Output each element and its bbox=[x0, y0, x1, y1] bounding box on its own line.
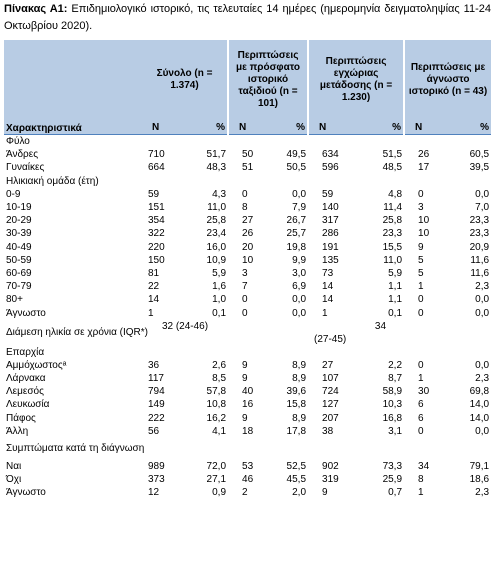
cell-pct: 23,3 bbox=[469, 215, 490, 227]
epidemiology-table bbox=[4, 40, 491, 500]
cell-n: 0 bbox=[418, 307, 424, 319]
cell-pct: 23,3 bbox=[469, 228, 490, 240]
table-row bbox=[4, 293, 491, 306]
table-row bbox=[4, 306, 491, 319]
cell-pct: 5,9 bbox=[388, 267, 403, 279]
row-label: 20-29 bbox=[6, 215, 32, 227]
header-pct: % bbox=[448, 120, 491, 135]
cell-pct: 49,5 bbox=[286, 149, 307, 161]
empty-cell bbox=[142, 175, 190, 188]
empty-cell bbox=[448, 135, 491, 149]
cell-n: 59 bbox=[322, 188, 334, 200]
cell-n: 14 bbox=[148, 294, 160, 306]
cell-pct: 2,3 bbox=[475, 373, 490, 385]
row-label: Λεμεσός bbox=[6, 386, 44, 398]
cell-n: 22 bbox=[148, 281, 160, 293]
cell-pct: 8,9 bbox=[292, 359, 307, 371]
table-row bbox=[4, 486, 491, 499]
cell-pct: 57,8 bbox=[206, 386, 227, 398]
cell-pct: 8,9 bbox=[292, 373, 307, 385]
caption-label: Πίνακας Α1: bbox=[4, 3, 68, 15]
cell-pct: 16,8 bbox=[382, 412, 403, 424]
cell-n: 73 bbox=[322, 267, 334, 279]
cell-pct: 14,0 bbox=[469, 399, 490, 411]
cell-n: 0 bbox=[242, 294, 248, 306]
cell-n: 0 bbox=[418, 294, 424, 306]
cell-n: 634 bbox=[322, 149, 339, 161]
cell-pct: 1,1 bbox=[388, 294, 403, 306]
cell-n: 149 bbox=[148, 399, 165, 411]
empty-cell bbox=[404, 175, 448, 188]
row-label: Λάρνακα bbox=[6, 373, 46, 385]
cell-n: 51 bbox=[242, 162, 254, 174]
cell-n: 1 bbox=[418, 373, 424, 385]
empty-cell bbox=[448, 438, 491, 460]
cell-n: 794 bbox=[148, 386, 165, 398]
cell-n: 1 bbox=[418, 281, 424, 293]
cell-n: 207 bbox=[322, 412, 339, 424]
cell-pct: 0,1 bbox=[212, 307, 227, 319]
cell-n: 9 bbox=[242, 412, 248, 424]
cell-pct: 25,8 bbox=[206, 215, 227, 227]
cell-pct: 58,9 bbox=[382, 386, 403, 398]
header-n: N bbox=[308, 120, 362, 135]
cell-pct: 0,1 bbox=[388, 307, 403, 319]
cell-n: 354 bbox=[148, 215, 165, 227]
cell-n: 596 bbox=[322, 162, 339, 174]
cell-n: 1 bbox=[322, 307, 328, 319]
cell-pct: 0,0 bbox=[292, 307, 307, 319]
cell-pct: 2,6 bbox=[212, 359, 227, 371]
cell-pct: 11,0 bbox=[207, 202, 227, 214]
cell-n: 8 bbox=[242, 202, 248, 214]
row-label: 0-9 bbox=[6, 188, 21, 200]
cell-n: 10 bbox=[418, 228, 430, 240]
cell-n: 81 bbox=[148, 267, 160, 279]
cell-pct: 0,0 bbox=[292, 294, 307, 306]
table-row bbox=[4, 473, 491, 486]
row-label: 70-79 bbox=[6, 281, 32, 293]
empty-cell bbox=[228, 438, 270, 460]
row-category-label: Φύλο bbox=[6, 136, 30, 148]
cell-pct: 11,0 bbox=[383, 254, 403, 266]
cell-pct: 25,8 bbox=[382, 215, 403, 227]
cell-n: 8 bbox=[418, 474, 424, 486]
table-row bbox=[4, 148, 491, 161]
cell-pct: 0,0 bbox=[475, 359, 490, 371]
cell-pct: 50,5 bbox=[286, 162, 307, 174]
empty-cell bbox=[404, 346, 448, 359]
table-row bbox=[4, 438, 491, 460]
caption-text: Επιδημιολογικό ιστορικό, τις τελευταίες 14 ημέρες (ημερομηνία δειγματοληψίας 11-24 Οκτωβρίου 2020). bbox=[4, 3, 491, 32]
cell-pct: 0,9 bbox=[212, 487, 227, 499]
cell-pct: 2,3 bbox=[475, 281, 490, 293]
cell-pct: 3,0 bbox=[292, 267, 307, 279]
empty-cell bbox=[308, 135, 362, 149]
header-pct: % bbox=[362, 120, 404, 135]
empty-cell bbox=[228, 320, 308, 346]
empty-cell bbox=[190, 346, 228, 359]
empty-cell bbox=[362, 135, 404, 149]
table-row bbox=[4, 460, 491, 473]
cell-n: 46 bbox=[242, 474, 254, 486]
cell-pct: 25,7 bbox=[286, 228, 307, 240]
cell-pct: 0,7 bbox=[388, 487, 403, 499]
cell-n: 27 bbox=[242, 215, 254, 227]
cell-pct: 14,0 bbox=[469, 412, 490, 424]
cell-n: 26 bbox=[242, 228, 254, 240]
cell-n: 14 bbox=[322, 281, 334, 293]
cell-pct: 45,5 bbox=[286, 474, 307, 486]
table-caption bbox=[4, 1, 491, 35]
cell-n: 317 bbox=[322, 215, 339, 227]
row-label: 60-69 bbox=[6, 267, 32, 279]
cell-pct: 9,9 bbox=[292, 254, 307, 266]
cell-pct: 10,3 bbox=[382, 399, 403, 411]
cell-pct: 2,2 bbox=[388, 359, 403, 371]
cell-pct: 1,0 bbox=[212, 294, 227, 306]
cell-pct: 7,0 bbox=[475, 202, 490, 214]
cell-pct: 4,1 bbox=[212, 425, 227, 437]
row-label: Πάφος bbox=[6, 412, 36, 424]
empty-cell bbox=[142, 346, 190, 359]
table-row bbox=[4, 135, 491, 149]
row-category-label: Ηλικιακή ομάδα (έτη) bbox=[6, 175, 99, 187]
cell-n: 3 bbox=[242, 267, 248, 279]
cell-n: 9 bbox=[242, 359, 248, 371]
cell-n: 27 bbox=[322, 359, 334, 371]
table-row bbox=[4, 254, 491, 267]
cell-n: 127 bbox=[322, 399, 339, 411]
cell-pct: 69,8 bbox=[469, 386, 490, 398]
table-row bbox=[4, 241, 491, 254]
cell-pct: 15,5 bbox=[382, 241, 403, 253]
cell-pct: 26,7 bbox=[286, 215, 307, 227]
median-total: 32 (24-46) bbox=[161, 320, 209, 332]
cell-n: 26 bbox=[418, 149, 430, 161]
cell-n: 135 bbox=[322, 254, 339, 266]
cell-pct: 5,9 bbox=[212, 267, 227, 279]
row-label: Άλλη bbox=[6, 425, 29, 437]
table-row bbox=[4, 188, 491, 201]
cell-pct: 39,6 bbox=[286, 386, 307, 398]
cell-n: 710 bbox=[148, 149, 165, 161]
cell-n: 664 bbox=[148, 162, 165, 174]
table-row bbox=[4, 385, 491, 398]
empty-cell bbox=[448, 175, 491, 188]
cell-n: 724 bbox=[322, 386, 339, 398]
cell-n: 14 bbox=[322, 294, 334, 306]
row-label: Άνδρες bbox=[6, 149, 39, 161]
cell-pct: 20,9 bbox=[469, 241, 490, 253]
cell-pct: 11,4 bbox=[383, 202, 403, 214]
cell-n: 322 bbox=[148, 228, 165, 240]
cell-n: 140 bbox=[322, 202, 339, 214]
empty-cell bbox=[270, 438, 308, 460]
empty-cell bbox=[404, 438, 448, 460]
cell-n: 5 bbox=[418, 267, 424, 279]
cell-pct: 3,1 bbox=[388, 425, 403, 437]
cell-pct: 8,5 bbox=[212, 373, 227, 385]
table-row bbox=[4, 201, 491, 214]
cell-n: 6 bbox=[418, 412, 424, 424]
cell-pct: 7,9 bbox=[292, 202, 307, 214]
cell-pct: 18,6 bbox=[469, 474, 490, 486]
row-label: 50-59 bbox=[6, 254, 32, 266]
cell-pct: 17,8 bbox=[286, 425, 307, 437]
table-row bbox=[4, 359, 491, 372]
cell-pct: 0,0 bbox=[475, 188, 490, 200]
cell-n: 40 bbox=[242, 386, 254, 398]
cell-n: 222 bbox=[148, 412, 165, 424]
empty-cell bbox=[362, 175, 404, 188]
cell-pct: 19,8 bbox=[286, 241, 307, 253]
row-label: 80+ bbox=[6, 294, 23, 306]
cell-pct: 11,6 bbox=[470, 254, 490, 266]
cell-n: 191 bbox=[322, 241, 339, 253]
cell-pct: 2,0 bbox=[292, 487, 307, 499]
table-row bbox=[4, 280, 491, 293]
cell-pct: 8,9 bbox=[292, 412, 307, 424]
cell-n: 151 bbox=[148, 202, 165, 214]
header-n: N bbox=[142, 120, 190, 135]
cell-pct: 11,6 bbox=[470, 267, 490, 279]
row-label: 40-49 bbox=[6, 241, 32, 253]
cell-n: 20 bbox=[242, 241, 254, 253]
table-row bbox=[4, 227, 491, 240]
cell-pct: 39,5 bbox=[469, 162, 490, 174]
cell-n: 0 bbox=[418, 188, 424, 200]
cell-n: 10 bbox=[242, 254, 254, 266]
cell-n: 6 bbox=[418, 399, 424, 411]
cell-n: 0 bbox=[418, 359, 424, 371]
header-local: Περιπτώσεις εγχώριας μετάδοσης (n = 1.230) bbox=[308, 40, 404, 120]
cell-n: 0 bbox=[242, 188, 248, 200]
table-row bbox=[4, 320, 491, 346]
empty-cell bbox=[190, 438, 228, 460]
cell-n: 1 bbox=[418, 487, 424, 499]
row-label: Λευκωσία bbox=[6, 399, 50, 411]
header-pct: % bbox=[190, 120, 228, 135]
cell-n: 56 bbox=[148, 425, 160, 437]
cell-n: 0 bbox=[242, 307, 248, 319]
cell-pct: 48,3 bbox=[206, 162, 227, 174]
empty-cell bbox=[404, 320, 491, 346]
row-category-label: Επαρχία bbox=[6, 346, 45, 358]
cell-n: 9 bbox=[322, 487, 328, 499]
cell-n: 107 bbox=[322, 373, 339, 385]
row-label: Αμμόχωστοςᵃ bbox=[6, 359, 67, 371]
cell-pct: 16,0 bbox=[206, 241, 227, 253]
cell-n: 36 bbox=[148, 359, 160, 371]
cell-n: 220 bbox=[148, 241, 165, 253]
cell-n: 286 bbox=[322, 228, 339, 240]
table-row bbox=[4, 412, 491, 425]
median-local-value: 34 bbox=[374, 320, 387, 332]
cell-pct: 51,5 bbox=[382, 149, 403, 161]
cell-pct: 0,0 bbox=[292, 188, 307, 200]
table-body bbox=[4, 135, 491, 500]
cell-n: 16 bbox=[242, 399, 254, 411]
cell-n: 3 bbox=[418, 202, 424, 214]
cell-n: 18 bbox=[242, 425, 254, 437]
cell-pct: 16,2 bbox=[206, 412, 227, 424]
table-row bbox=[4, 372, 491, 385]
header-pct: % bbox=[270, 120, 308, 135]
row-label: Άγνωστο bbox=[6, 487, 46, 499]
empty-cell bbox=[362, 346, 404, 359]
cell-pct: 52,5 bbox=[286, 461, 307, 473]
cell-pct: 8,7 bbox=[388, 373, 403, 385]
empty-cell bbox=[270, 175, 308, 188]
cell-pct: 10,8 bbox=[206, 399, 227, 411]
cell-n: 53 bbox=[242, 461, 254, 473]
cell-pct: 25,9 bbox=[382, 474, 403, 486]
cell-pct: 60,5 bbox=[469, 149, 490, 161]
cell-n: 989 bbox=[148, 461, 165, 473]
cell-pct: 27,1 bbox=[206, 474, 227, 486]
cell-n: 117 bbox=[148, 373, 164, 385]
header-n: N bbox=[404, 120, 448, 135]
cell-n: 150 bbox=[148, 254, 165, 266]
cell-n: 9 bbox=[242, 373, 248, 385]
cell-n: 10 bbox=[418, 215, 430, 227]
empty-cell bbox=[228, 175, 270, 188]
row-label: 10-19 bbox=[6, 202, 32, 214]
cell-pct: 72,0 bbox=[206, 461, 227, 473]
table-row bbox=[4, 398, 491, 411]
cell-n: 5 bbox=[418, 254, 424, 266]
empty-cell bbox=[142, 438, 190, 460]
empty-cell bbox=[270, 346, 308, 359]
cell-pct: 4,8 bbox=[388, 188, 403, 200]
row-label: 30-39 bbox=[6, 228, 32, 240]
cell-pct: 0,0 bbox=[475, 294, 490, 306]
empty-cell bbox=[190, 135, 228, 149]
empty-cell bbox=[228, 135, 270, 149]
table-row bbox=[4, 346, 491, 359]
table-row bbox=[4, 161, 491, 174]
empty-cell bbox=[308, 438, 362, 460]
empty-cell bbox=[404, 135, 448, 149]
cell-pct: 1,6 bbox=[212, 281, 227, 293]
row-category-label: Συμπτώματα κατά τη διάγνωση bbox=[6, 443, 145, 455]
empty-cell bbox=[228, 346, 270, 359]
cell-n: 12 bbox=[148, 487, 160, 499]
table-row bbox=[4, 214, 491, 227]
cell-pct: 6,9 bbox=[292, 281, 307, 293]
cell-pct: 4,3 bbox=[212, 188, 227, 200]
cell-n: 1 bbox=[148, 307, 154, 319]
empty-cell bbox=[142, 135, 190, 149]
empty-cell bbox=[448, 346, 491, 359]
row-label: Όχι bbox=[6, 474, 22, 486]
cell-n: 319 bbox=[322, 474, 339, 486]
cell-n: 373 bbox=[148, 474, 165, 486]
header-total: Σύνολο (n = 1.374) bbox=[142, 40, 228, 120]
header-characteristics: Χαρακτηριστικά bbox=[4, 120, 142, 135]
cell-pct: 15,8 bbox=[286, 399, 307, 411]
empty-cell bbox=[190, 175, 228, 188]
row-label: Άγνωστο bbox=[6, 307, 46, 319]
cell-pct: 48,5 bbox=[382, 162, 403, 174]
empty-cell bbox=[308, 346, 362, 359]
header-unknown: Περιπτώσεις με άγνωστο ιστορικό (n = 43) bbox=[404, 40, 491, 120]
cell-n: 0 bbox=[418, 425, 424, 437]
cell-n: 2 bbox=[242, 487, 248, 499]
cell-n: 34 bbox=[418, 461, 430, 473]
cell-n: 38 bbox=[322, 425, 334, 437]
cell-pct: 10,9 bbox=[206, 254, 227, 266]
cell-pct: 51,7 bbox=[206, 149, 227, 161]
cell-n: 50 bbox=[242, 149, 254, 161]
row-label: Ναι bbox=[6, 461, 22, 473]
row-label: Διάμεση ηλικία σε χρόνια (IQR*) bbox=[6, 327, 148, 339]
empty-cell bbox=[362, 438, 404, 460]
cell-pct: 2,3 bbox=[475, 487, 490, 499]
cell-n: 7 bbox=[242, 281, 248, 293]
median-local-iqr: (27-45) bbox=[314, 333, 347, 345]
cell-n: 902 bbox=[322, 461, 339, 473]
empty-cell bbox=[270, 135, 308, 149]
median-local bbox=[308, 320, 404, 346]
cell-pct: 0,0 bbox=[475, 307, 490, 319]
header-n: N bbox=[228, 120, 270, 135]
cell-n: 59 bbox=[148, 188, 160, 200]
cell-pct: 0,0 bbox=[475, 425, 490, 437]
cell-n: 9 bbox=[418, 241, 424, 253]
row-label: Γυναίκες bbox=[6, 162, 45, 174]
cell-pct: 23,3 bbox=[382, 228, 403, 240]
table-row bbox=[4, 425, 491, 438]
table-row bbox=[4, 175, 491, 188]
table-row bbox=[4, 267, 491, 280]
header-spacer bbox=[4, 40, 142, 120]
cell-pct: 73,3 bbox=[382, 461, 403, 473]
cell-n: 30 bbox=[418, 386, 430, 398]
cell-pct: 79,1 bbox=[469, 461, 490, 473]
cell-pct: 1,1 bbox=[388, 281, 403, 293]
header-travel: Περιπτώσεις με πρόσφατο ιστορικό ταξιδιού (n = 101) bbox=[228, 40, 308, 120]
cell-n: 17 bbox=[418, 162, 430, 174]
empty-cell bbox=[308, 175, 362, 188]
cell-pct: 23,4 bbox=[206, 228, 227, 240]
